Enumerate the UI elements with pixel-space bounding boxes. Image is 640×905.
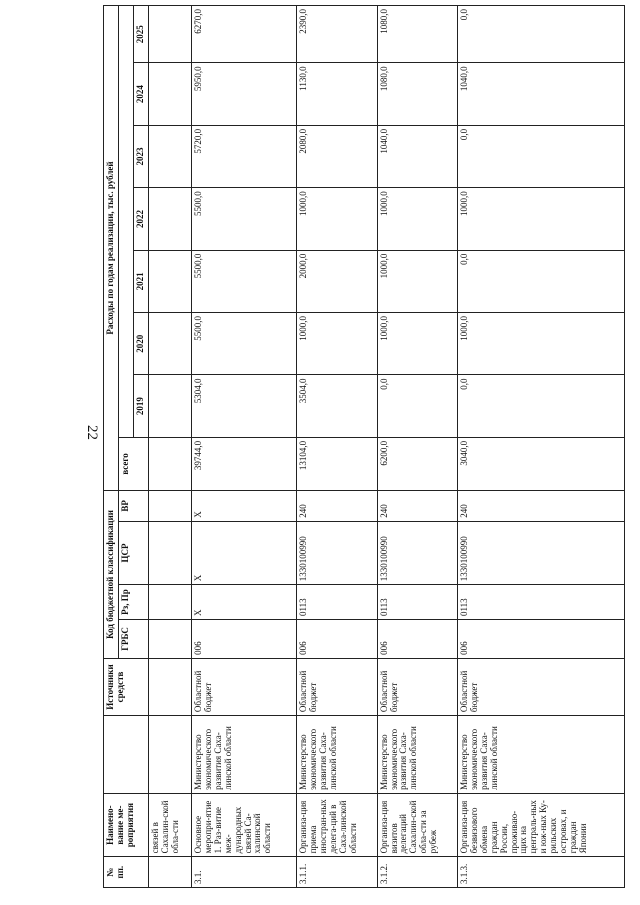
row-vr: 240 <box>377 491 457 522</box>
header-vr: ВР <box>118 491 148 522</box>
table-row <box>458 6 625 888</box>
header-grbs: ГРБС <box>118 619 148 658</box>
rotated-table-wrapper <box>103 5 625 888</box>
row-source: Областной бюджет <box>297 658 377 715</box>
row-value: 5720,0 <box>192 125 297 187</box>
row-total: 6200,0 <box>377 437 457 490</box>
row-executor: Министерство экономического развития Саха-линской области <box>458 716 625 794</box>
row-value: 0,0 <box>377 375 457 437</box>
row-csr: 1330100990 <box>297 521 377 584</box>
row-value: 5500,0 <box>192 188 297 250</box>
row-name: Организа-ция безвизового обмена граждан России, проживаю-щих на централь-ных и юж-ных Ку-рильских островах, и граждан Японии <box>458 793 625 856</box>
row-vr: 240 <box>458 491 625 522</box>
row-value: 1000,0 <box>297 188 377 250</box>
row-value: 1040,0 <box>458 63 625 125</box>
row-value: 1040,0 <box>377 125 457 187</box>
row-value: 0,0 <box>458 6 625 63</box>
continued-name: связей в Сахалин-ской обла-сти <box>148 793 191 856</box>
row-value: 0,0 <box>458 375 625 437</box>
header-year: 2022 <box>133 188 148 250</box>
row-value: 5304,0 <box>192 375 297 437</box>
header-code-group: Код бюджетной классификации <box>104 491 119 659</box>
row-csr: 1330100990 <box>377 521 457 584</box>
header-year: 2021 <box>133 250 148 312</box>
row-value: 3504,0 <box>297 375 377 437</box>
row-name: Основное меропри-ятие 1. Раз-витие меж-дународных связей Са-халинской области <box>192 793 297 856</box>
row-total: 13104,0 <box>297 437 377 490</box>
row-value: 6270,0 <box>192 6 297 63</box>
header-row-1 <box>104 6 119 888</box>
table-row <box>377 6 457 888</box>
row-source: Областной бюджет <box>192 658 297 715</box>
header-year: 2023 <box>133 125 148 187</box>
row-value: 0,0 <box>458 125 625 187</box>
row-csr: 1330100990 <box>458 521 625 584</box>
row-value: 1080,0 <box>377 63 457 125</box>
row-value: 0,0 <box>458 250 625 312</box>
row-value: 1000,0 <box>377 188 457 250</box>
header-year: 2025 <box>133 6 148 63</box>
budget-table <box>103 5 625 888</box>
row-value: 5500,0 <box>192 250 297 312</box>
row-source: Областной бюджет <box>377 658 457 715</box>
header-source: Источники средств <box>104 658 149 715</box>
continuation-row <box>148 6 191 888</box>
row-value: 2080,0 <box>297 125 377 187</box>
row-no: 3.1. <box>192 857 297 888</box>
row-value: 2390,0 <box>297 6 377 63</box>
row-source: Областной бюджет <box>458 658 625 715</box>
row-executor: Министерство экономического развития Саха-линской области <box>377 716 457 794</box>
row-grbs: 006 <box>297 619 377 658</box>
row-name: Организа-ция приема иностран-ных делега-ций в Саха-линской области <box>297 793 377 856</box>
header-csr: ЦСР <box>118 521 148 584</box>
header-year: 2024 <box>133 63 148 125</box>
row-value: 1080,0 <box>377 6 457 63</box>
row-grbs: 006 <box>458 619 625 658</box>
page-number: 22 <box>84 425 100 440</box>
row-executor: Министерство экономического развития Саха-линской области <box>297 716 377 794</box>
row-total: 39744,0 <box>192 437 297 490</box>
row-no: 3.1.2. <box>377 857 457 888</box>
row-vr: X <box>192 491 297 522</box>
header-executor <box>104 716 149 794</box>
row-value: 1000,0 <box>377 313 457 375</box>
row-rzpr: 0113 <box>458 585 625 620</box>
row-value: 2000,0 <box>297 250 377 312</box>
row-rzpr: 0113 <box>297 585 377 620</box>
header-years-spacer <box>118 6 133 438</box>
row-vr: 240 <box>297 491 377 522</box>
table-row <box>297 6 377 888</box>
header-year: 2019 <box>133 375 148 437</box>
row-value: 1000,0 <box>458 313 625 375</box>
row-value: 1000,0 <box>377 250 457 312</box>
row-no: 3.1.3. <box>458 857 625 888</box>
row-grbs: 006 <box>192 619 297 658</box>
row-name: Организа-ция визитов делегаций Сахалин-ской обла-сти за рубеж <box>377 793 457 856</box>
row-value: 5950,0 <box>192 63 297 125</box>
header-no: № пп. <box>104 857 149 888</box>
row-total: 3040,0 <box>458 437 625 490</box>
row-value: 1130,0 <box>297 63 377 125</box>
table-row <box>192 6 297 888</box>
row-rzpr: X <box>192 585 297 620</box>
row-value: 5500,0 <box>192 313 297 375</box>
row-grbs: 006 <box>377 619 457 658</box>
row-rzpr: 0113 <box>377 585 457 620</box>
row-value: 1000,0 <box>458 188 625 250</box>
header-year: 2020 <box>133 313 148 375</box>
header-rzpr: Рз, Пр <box>118 585 148 620</box>
header-expenses-group: Расходы по годам реализации, тыс. рублей <box>104 6 119 491</box>
row-value: 1000,0 <box>297 313 377 375</box>
header-name: Наимено-вание ме-роприятия <box>104 793 149 856</box>
row-no: 3.1.1. <box>297 857 377 888</box>
header-total: всего <box>118 437 148 490</box>
row-csr: X <box>192 521 297 584</box>
row-executor: Министерство экономического развития Саха-линской области <box>192 716 297 794</box>
